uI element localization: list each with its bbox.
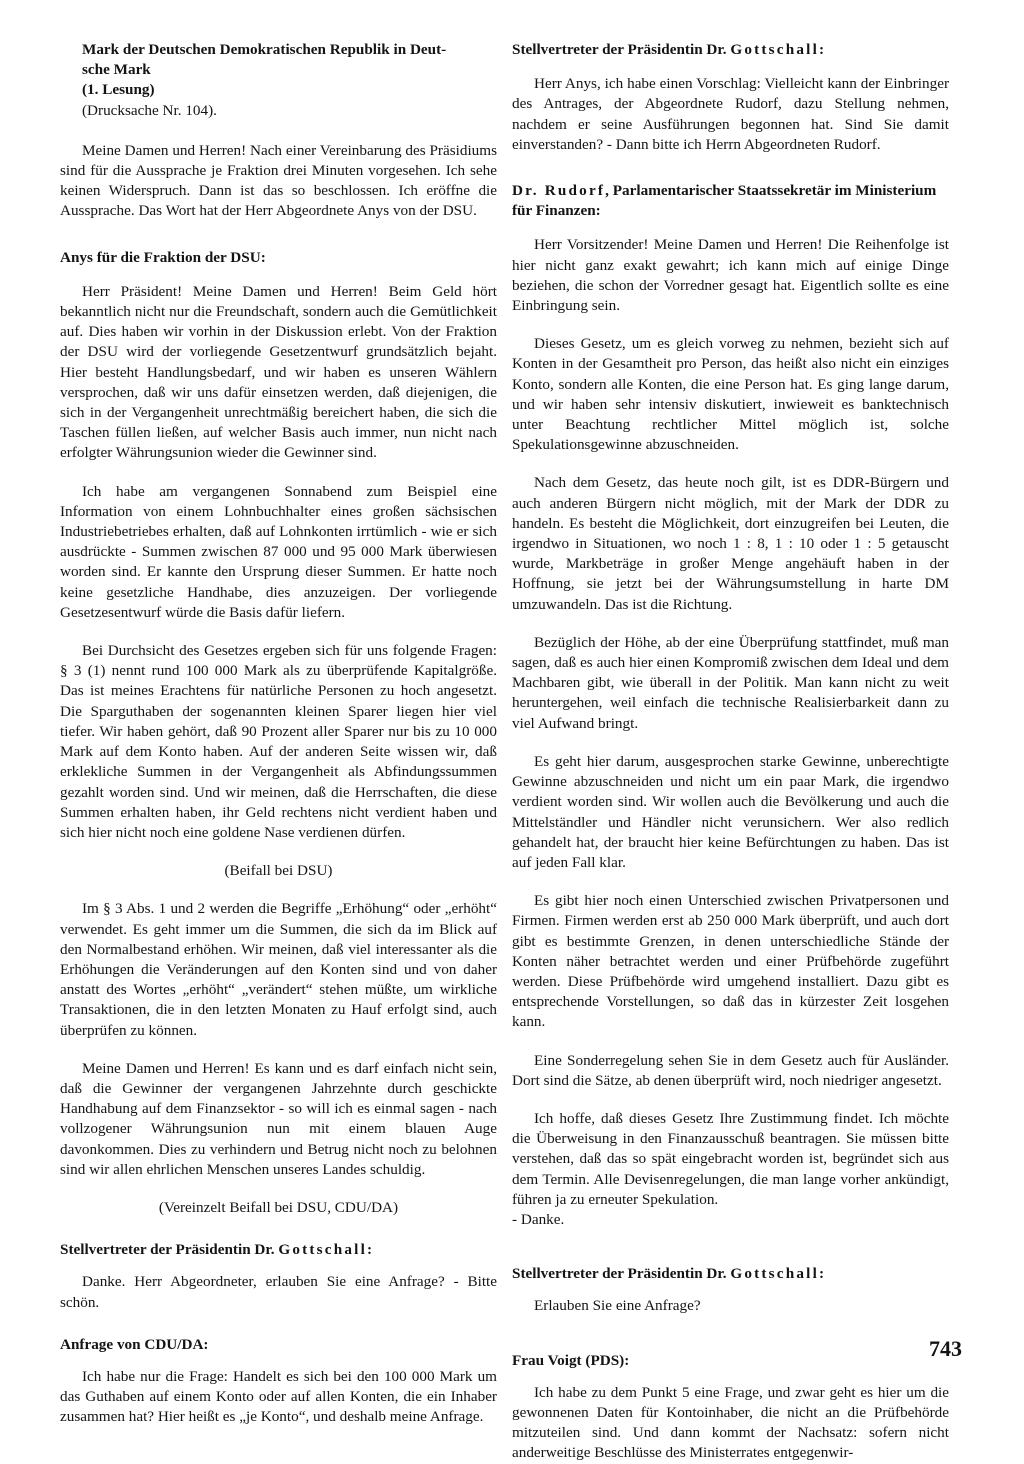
heading-prefix: Stellvertreter der Präsidentin Dr. bbox=[512, 1265, 731, 1283]
closing-line: - Danke. bbox=[512, 1210, 565, 1228]
speaker-heading-cdu: Anfrage von CDU/DA: bbox=[60, 1335, 209, 1353]
paragraph: Dieses Gesetz, um es gleich vorweg zu nehmen, bezieht sich auf Konten in der Gesamtheit pro Person, das heißt also nicht ein einziges Konto, sondern alle Konten, die eine Person hat. Es ging lange darum, und wir haben sehr intensiv diskutiert, inwieweit es banktechnisch unter Beachtung rechtlicher Mittel möglich ist, solche Spekulationsgewinne abzuschneiden. bbox=[512, 335, 949, 454]
heading-role: , Parlamentarischer Staatssekretär im Ministerium für Finanzen: bbox=[512, 182, 937, 220]
speaker-heading-vice-president bbox=[512, 40, 949, 60]
paragraph: Es gibt hier noch einen Unterschied zwischen Privatpersonen und Firmen. Firmen werden erst ab 250 000 Mark überprüft, und auch dort gibt es bestimmte Grenzen, in denen unterschiedliche Stände der Konten näher betrachtet werden und einer Prüfbehörde zugeführt werden. Diese Prüfbehörde wird umgehend installiert. Dazu gibt es entsprechende Vorstellungen, so daß das in kürzester Zeit losgehen kann. bbox=[512, 892, 949, 1031]
agenda-title-line1: Mark der Deutschen Demokratischen Republik in Deut- bbox=[82, 41, 447, 58]
paragraph: Im § 3 Abs. 1 und 2 werden die Begriffe „Erhöhung“ oder „erhöht“ verwendet. Es geht immer um die Summen, die sich da im Blick auf den Normalbestand erhöhen. Wir meinen, daß viel interessanter als die Erhöhungen die Veränderungen auf den Konten sind und von daher anstatt des Wortes „erhöht“ „verändert“ stehen müßte, um wirkliche Transaktionen, die in den letzten Monaten zu Hauf erfolgt sind, auch überprüfen zu können. bbox=[60, 900, 497, 1039]
paragraph: Meine Damen und Herren! Nach einer Vereinbarung des Präsidiums sind für die Aussprache je Fraktion drei Minuten vorgesehen. Ich sehe keinen Widerspruch. Dann ist das so beschlossen. Ich eröffne die Aussprache. Das Wort hat der Herr Abgeordnete Anys von der DSU. bbox=[60, 141, 497, 220]
paragraph: Ich hoffe, daß dieses Gesetz Ihre Zustimmung findet. Ich möchte die Überweisung in den Finanzausschuß beantragen. Sie müssen bitte verstehen, daß das so spät eingebracht worden ist, begründet sich aus dem Termin. Alle Devisenregelungen, die man lange vorher ankündigt, führen ja zu erneuter Spekulation. bbox=[512, 1109, 949, 1208]
paragraph: Erlauben Sie eine Anfrage? bbox=[534, 1297, 701, 1315]
paragraph: Danke. Herr Abgeordneter, erlauben Sie eine Anfrage? - Bitte schön. bbox=[60, 1273, 497, 1311]
speaker-heading-voigt: Frau Voigt (PDS): bbox=[512, 1351, 630, 1369]
paragraph: Herr Vorsitzender! Meine Damen und Herren! Die Reihenfolge ist hier nicht ganz exakt gewahrt; ich kann mich auf einige Dinge beziehen, die schon der Vorredner gesagt hat. Eigentlich sollte es eine Einbringung sein. bbox=[512, 236, 949, 315]
paragraph: Herr Anys, ich habe einen Vorschlag: Vielleicht kann der Einbringer des Antrages, der Abgeordnete Rudorf, dazu Stellung nehmen, nachdem er seine Ausführungen begonnen hat. Sind Sie damit einverstanden? - Dann bitte ich Herrn Abgeordneten Rudorf. bbox=[512, 75, 949, 153]
applause-note: (Vereinzelt Beifall bei DSU, CDU/DA) bbox=[158, 1198, 399, 1216]
speaker-heading-vice-president bbox=[60, 1240, 497, 1260]
heading-name: Gottschall bbox=[730, 41, 819, 58]
left-column bbox=[60, 40, 497, 1428]
paragraph: Eine Sonderregelung sehen Sie in dem Gesetz auch für Ausländer. Dort sind die Sätze, ab denen überprüft wird, noch niedriger angesetzt. bbox=[512, 1051, 949, 1089]
paragraph: Nach dem Gesetz, das heute noch gilt, ist es DDR-Bürgern und auch anderen Bürgern nicht möglich, mit der Mark der DDR zu handeln. Es besteht die Möglichkeit, dort einzugreifen bei Leuten, die irgendwo in Situationen, wo noch 1 : 8, 1 : 10 oder 1 : 5 getauscht wurde, Markbeträge in großer Menge angehäuft haben in der Hoffnung, sie jetzt bei der Währungsumstellung in harte DM umzuwandeln. Das ist die Richtung. bbox=[512, 474, 949, 613]
heading-prefix: Stellvertreter der Präsidentin Dr. bbox=[60, 1241, 279, 1259]
paragraph: Ich habe nur die Frage: Handelt es sich bei den 100 000 Mark um das Guthaben auf einem Konto oder auf allen Konten, die ein Inhaber zusammen hat? Hier heißt es „je Konto“, und deshalb meine Anfrage. bbox=[60, 1367, 497, 1426]
agenda-title-line2: sche Mark bbox=[82, 61, 151, 79]
speaker-heading-rudorf bbox=[512, 181, 949, 221]
page-number: 743 bbox=[929, 1336, 962, 1361]
speaker-heading-vice-president bbox=[512, 1264, 949, 1284]
paragraph: Bei Durchsicht des Gesetzes ergeben sich für uns folgende Fragen: § 3 (1) nennt rund 100 000 Mark als zu überprüfende Kapitalgröße. Das ist meines Erachtens für natürliche Personen zu hoch angesetzt. Die Sparguthaben der sogenannten kleinen Sparer liegen hier viel tiefer. Wir haben gehört, daß 90 Prozent aller Sparer nur bis zu 10 000 Mark auf dem Konto haben. Auf der anderen Seite wissen wir, daß erklekliche Summen in der Vergangenheit als Abfindungssummen gezahlt worden sind. Und wir meinen, daß die Herrschaften, die diese Summen erhalten haben, ihr Geld rechtens nicht verdient haben und sich hier nicht noch eine goldene Nase verdienen dürfen. bbox=[60, 642, 497, 841]
heading-name: Gottschall bbox=[278, 1241, 367, 1259]
heading-suffix: : bbox=[819, 1265, 825, 1283]
right-column bbox=[512, 40, 949, 1464]
heading-name: Gottschall bbox=[730, 1265, 819, 1283]
agenda-reading: (1. Lesung) bbox=[82, 81, 155, 99]
paragraph: Ich habe am vergangenen Sonnabend zum Beispiel eine Information von einem Lohnbuchhalter eines großen sächsischen Industriebetriebes erhalten, daß auf Lohnkonten irrtümlich - wie er sich ausdrückte - Summen zwischen 87 000 und 95 000 Mark überwiesen worden sind. Er kannte den Ursprung dieser Summen. Er hatte noch keine gesetzliche Handhabe, dies anzuzeigen. Der vorliegende Gesetzesentwurf würde die Basis dafür liefern. bbox=[60, 482, 497, 621]
paragraph: Meine Damen und Herren! Es kann und es darf einfach nicht sein, daß die Gewinner der vergangenen Jahrzehnte durch geschickte Handhabung auf dem Finanzsektor - so will ich es einmal sagen - nach vollzogener Währungsunion nun mit einem blauen Auge davonkommen. Dies zu verhindern und Betrug nicht noch zu belohnen sind wir allen ehrlichen Menschen unseres Landes schuldig. bbox=[60, 1059, 497, 1178]
heading-suffix: : bbox=[819, 41, 825, 58]
paragraph: Bezüglich der Höhe, ab der eine Überprüfung stattfindet, muß man sagen, daß es auch hier einen Kompromiß zwischen dem Ideal und dem Machbaren gibt, wie überall in der Politik. Man kann nicht zu weit heruntergehen, weil einfach die technische Realisierbarkeit dann zu viel Aufwand bringt. bbox=[512, 633, 949, 732]
heading-suffix: : bbox=[367, 1241, 373, 1259]
paragraph: Es geht hier darum, ausgesprochen starke Gewinne, unberechtigte Gewinne abzuschneiden und nicht um ein paar Mark, die irgendwo verdient worden sind. Wir wollen auch die Bevölkerung und auch die Mittelständler und Händler nicht verunsichern. Wer also redlich gehandelt hat, der braucht hier keine Befürchtungen zu haben. Das ist auf jeden Fall klar. bbox=[512, 752, 949, 871]
paragraph: Ich habe zu dem Punkt 5 eine Frage, und zwar geht es hier um die gewonnenen Daten für Kontoinhaber, die nicht an die Prüfbehörde mitzuteilen sind. Und dann kommt der Nachsatz: sofern nicht anderweitige Beschlüsse des Ministerrates entgegenwir- bbox=[512, 1383, 949, 1462]
heading-name: Dr. Rudorf bbox=[512, 182, 606, 200]
speaker-heading-anys: Anys für die Fraktion der DSU: bbox=[60, 248, 266, 266]
agenda-item-intro bbox=[60, 40, 497, 121]
applause-note: (Beifall bei DSU) bbox=[224, 862, 333, 880]
paragraph: Herr Präsident! Meine Damen und Herren! Beim Geld hört bekanntlich nicht nur die Freundschaft, sondern auch die Gemütlichkeit auf. Dies haben wir vorhin in der Diskussion erlebt. Von der Fraktion der DSU wird der vorliegende Gesetzentwurf grundsätzlich bejaht. Hier besteht Handlungsbedarf, und wir haben es unseren Wählern versprochen, daß wir uns dafür einsetzen werden, daß diejenigen, die sich in der Vergangenheit unrechtmäßig bereichert haben, die sich die Taschen füllen ließen, auf welcher Basis auch immer, nun nicht nach erfolgter Währungsunion wieder die Gewinner sind. bbox=[60, 282, 497, 462]
agenda-print-reference: (Drucksache Nr. 104). bbox=[82, 101, 217, 119]
heading-prefix: Stellvertreter der Präsidentin Dr. bbox=[512, 41, 731, 58]
